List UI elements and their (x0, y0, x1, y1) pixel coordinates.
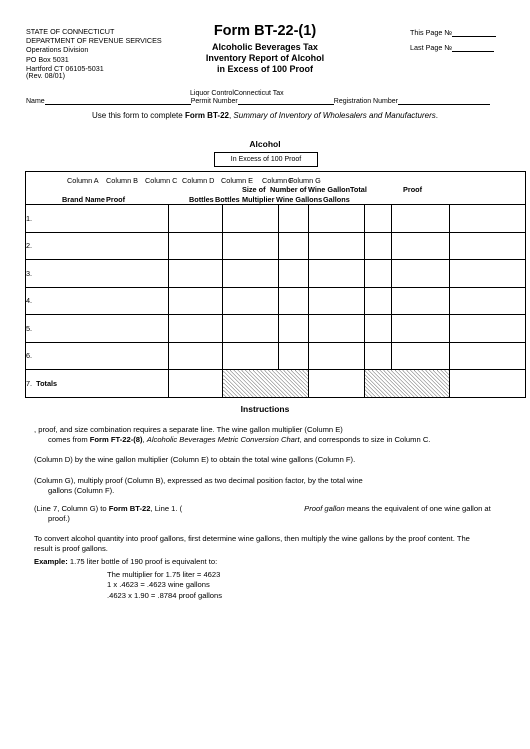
table-cell[interactable] (450, 260, 526, 288)
table-cell[interactable] (279, 232, 309, 260)
table-cell[interactable] (169, 370, 223, 398)
table-header (26, 172, 526, 205)
example-text: 1.75 liter bottle of 190 proof is equivalent to: (67, 557, 218, 566)
table-cell[interactable] (169, 315, 223, 343)
example-calculation (107, 570, 222, 601)
total-header: Total (350, 185, 367, 194)
table-cell[interactable] (223, 260, 279, 288)
note-text: , (228, 111, 234, 120)
table-cell[interactable] (309, 315, 365, 343)
example-step: The multiplier for 1.75 liter = 4623 (107, 570, 221, 579)
proof-gallon-term: Proof gallon (304, 504, 345, 513)
table-cell[interactable] (450, 315, 526, 343)
proof-header: Proof (403, 185, 423, 194)
subtitle-line: Inventory Report of Alcohol (205, 53, 325, 63)
instruction-line: gallons (Column F). (48, 486, 115, 496)
table-cell[interactable] (309, 232, 365, 260)
brand-name-label: Brand Name (62, 195, 105, 204)
table-cell[interactable] (169, 232, 223, 260)
table-cell[interactable] (279, 287, 309, 315)
table-row (26, 232, 526, 260)
instruction-line (34, 435, 430, 445)
table-cell[interactable] (223, 232, 279, 260)
wine-gallon-header: Wine Gallon (308, 185, 351, 194)
table-cell[interactable] (365, 205, 392, 233)
table-cell[interactable] (309, 260, 365, 288)
table-row (26, 342, 526, 370)
table-cell[interactable] (279, 342, 309, 370)
agency-line: DEPARTMENT OF REVENUE SERVICES (26, 36, 162, 46)
instruction-text: , (142, 435, 147, 445)
row-number: 2. (26, 232, 169, 260)
table-cell[interactable] (223, 342, 279, 370)
table-cell[interactable] (279, 260, 309, 288)
table-cell[interactable] (450, 205, 526, 233)
note-text: Use this form to complete (92, 111, 185, 120)
table-cell[interactable] (365, 260, 392, 288)
example-label: Example: (34, 557, 68, 566)
table-row (26, 315, 526, 343)
subtitle-line: in Excess of 100 Proof (216, 64, 314, 74)
agency-line: Hartford CT 06105-5031 (26, 63, 104, 73)
bottles-label: Bottles (189, 195, 214, 204)
this-page-input[interactable] (452, 36, 496, 37)
number-of-header: Number of (270, 185, 307, 194)
table-cell[interactable] (169, 342, 223, 370)
table-cell[interactable] (450, 342, 526, 370)
table-cell[interactable] (392, 315, 450, 343)
table-header-row (26, 172, 526, 205)
totals-label-cell (26, 370, 169, 398)
example-step: 1 x .4623 = .4623 wine gallons (107, 580, 210, 590)
wine-gallons-label: Wine Gallons (276, 195, 323, 204)
form-subtitle (185, 42, 345, 75)
agency-line: Operations Division (26, 45, 89, 55)
last-page-field[interactable] (410, 43, 494, 52)
agency-line: PO Box 5031 (26, 54, 69, 64)
form-reference: Form FT-22-(8) (89, 435, 143, 445)
column-a-header: Column A (67, 176, 99, 185)
permit-label: Permit Number (190, 98, 238, 105)
table-cell[interactable] (169, 260, 223, 288)
ct-tax-label: Connecticut Tax (233, 90, 284, 97)
table-cell[interactable] (309, 205, 365, 233)
instruction-line: proof.) (48, 514, 70, 524)
column-c-header: Column C (145, 176, 178, 185)
last-page-input[interactable] (452, 51, 494, 52)
registration-input[interactable] (398, 104, 490, 105)
instruction-text: comes from (48, 435, 90, 445)
instruction-text: (Line 7, Column G) to (34, 504, 109, 513)
form-reference-title: Alcoholic Beverages Metric Conversion Chart (146, 435, 300, 445)
table-cell[interactable] (392, 232, 450, 260)
instruction-line: (Column G), multiply proof (Column B), expressed as two decimal position factor, by the total wine (34, 476, 363, 485)
column-b-header: Column B (106, 176, 139, 185)
column-f-header: Column F (262, 176, 294, 185)
totals-row (26, 370, 526, 398)
instruction-paragraph (34, 476, 363, 497)
column-g-header: Column G (288, 176, 321, 185)
table-cell[interactable] (365, 342, 392, 370)
table-row (26, 205, 526, 233)
gallons-label: Gallons (323, 195, 350, 204)
subtitle-line: Alcoholic Beverages Tax (212, 42, 318, 52)
row-number: 6. (26, 342, 169, 370)
table-cell[interactable] (365, 315, 392, 343)
liquor-control-label: Liquor Control (190, 90, 234, 97)
this-page-label: This Page № (410, 28, 453, 37)
table-cell[interactable] (392, 287, 450, 315)
instruction-line (34, 504, 491, 514)
agency-labels (190, 90, 284, 97)
shaded-cell (365, 370, 450, 398)
permit-input[interactable] (238, 104, 334, 105)
form-reference: Form BT-22 (184, 111, 229, 120)
agency-block (26, 27, 162, 73)
use-form-note (0, 111, 530, 120)
name-label: Name (26, 98, 45, 105)
agency-line: STATE OF CONNECTICUT (26, 27, 115, 36)
table-cell[interactable] (279, 315, 309, 343)
section-heading: Alcohol (249, 139, 281, 149)
example-line (34, 557, 217, 567)
table-cell[interactable] (223, 287, 279, 315)
inventory-table (25, 171, 526, 398)
revision-date: (Rev. 08/01) (26, 71, 66, 80)
instruction-text: means the equivalent of one wine gallon at (344, 504, 491, 513)
row-number: 3. (26, 260, 169, 288)
shaded-cell (223, 370, 309, 398)
column-d-header: Column D (182, 176, 215, 185)
table-cell[interactable] (309, 370, 365, 398)
instruction-paragraph (34, 534, 470, 555)
name-input[interactable] (45, 104, 191, 105)
table-cell[interactable] (392, 342, 450, 370)
instruction-line: result is proof gallons. (34, 544, 108, 554)
instruction-line: , proof, and size combination requires a separate line. The wine gallon multiplier (Column E) (34, 425, 343, 434)
identification-row (26, 98, 490, 105)
registration-label: Registration Number (333, 98, 398, 105)
table-cell[interactable] (309, 287, 365, 315)
form-title: Form BT-22-(1) (213, 23, 317, 39)
table-cell[interactable] (279, 205, 309, 233)
totals-label: Totals (36, 378, 58, 388)
form-reference: Form BT-22 (108, 504, 151, 513)
table-cell[interactable] (392, 260, 450, 288)
instructions-title: Instructions (240, 404, 290, 414)
this-page-field[interactable] (410, 28, 496, 37)
row-number: 4. (26, 287, 169, 315)
proof-label: Proof (106, 195, 126, 204)
table-cell[interactable] (365, 232, 392, 260)
instruction-paragraph (34, 504, 491, 525)
size-of-header: Size of (242, 185, 266, 194)
table-row (26, 260, 526, 288)
excess-proof-box: In Excess of 100 Proof (214, 152, 318, 167)
row-number: 1. (26, 205, 169, 233)
table-cell[interactable] (223, 205, 279, 233)
example-step: .4623 x 1.90 = .8784 proof gallons (107, 590, 223, 600)
table-cell[interactable] (450, 370, 526, 398)
multiplier-label: Multiplier (242, 195, 275, 204)
last-page-label: Last Page № (410, 43, 453, 52)
table-cell[interactable] (223, 315, 279, 343)
table-row (26, 287, 526, 315)
note-text: . (435, 111, 438, 120)
table-cell[interactable] (309, 342, 365, 370)
table-cell[interactable] (169, 287, 223, 315)
instruction-text: , Line 1. ( (150, 504, 183, 513)
instruction-text: , and corresponds to size in Column C. (299, 435, 431, 445)
form-reference-title: Summary of Inventory of Wholesalers and Manufacturers (233, 111, 436, 120)
instruction-line: To convert alcohol quantity into proof gallons, first determine wine gallons, then multiply the wine gallons by the proof content. The (34, 534, 470, 543)
totals-number: 7. (26, 378, 33, 388)
table-cell[interactable] (450, 287, 526, 315)
bottles-label: Bottles (215, 195, 240, 204)
column-e-header: Column E (221, 176, 254, 185)
table-cell[interactable] (450, 232, 526, 260)
table-cell[interactable] (365, 287, 392, 315)
row-number: 5. (26, 315, 169, 343)
table-cell[interactable] (169, 205, 223, 233)
table-cell[interactable] (392, 205, 450, 233)
instruction-paragraph: (Column D) by the wine gallon multiplier (Column E) to obtain the total wine gallons (Column F). (34, 455, 356, 464)
instruction-paragraph (34, 425, 430, 446)
